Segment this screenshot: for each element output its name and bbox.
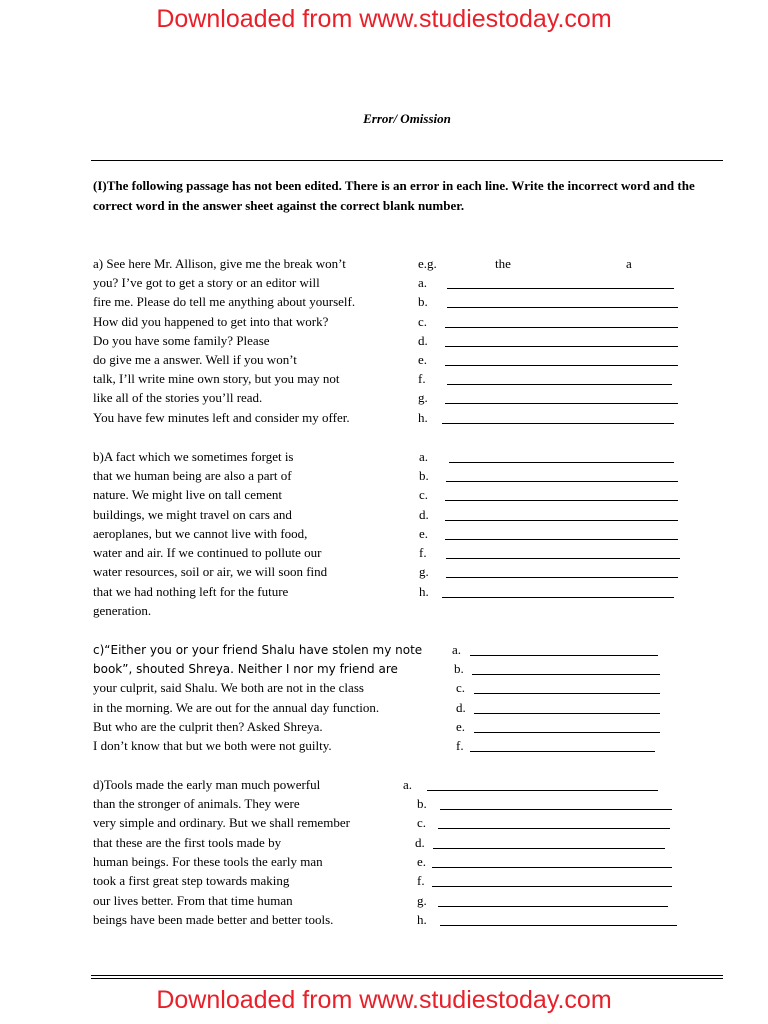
answer-blank[interactable] xyxy=(474,693,660,694)
answer-blank[interactable] xyxy=(446,577,678,578)
blank-label: f. xyxy=(418,371,426,386)
blank-label: c. xyxy=(418,314,428,329)
passage-line: But who are the culprit then? Asked Shreya. xyxy=(93,719,323,734)
answer-blank[interactable] xyxy=(472,674,660,675)
answer-blank[interactable] xyxy=(440,925,677,926)
instructions: (I)The following passage has not been edited. There is an error in each line. Write the incorrect word and the correct word in the answer sheet against the correct blank number. xyxy=(93,178,695,213)
passage-line: that we had nothing left for the future xyxy=(93,584,289,599)
passage-line: nature. We might live on tall cement xyxy=(93,487,282,502)
passage-line: took a first great step towards making xyxy=(93,873,290,888)
passage-line: c)“Either you or your friend Shalu have stolen my note xyxy=(93,643,423,657)
answer-blank[interactable] xyxy=(440,809,672,810)
blank-label: c. xyxy=(419,487,429,502)
passage-line: that we human being are also a part of xyxy=(93,468,292,483)
blank-label: a. xyxy=(419,449,429,464)
blank-label: f. xyxy=(456,738,464,753)
answer-blank[interactable] xyxy=(446,558,680,559)
answer-blank[interactable] xyxy=(470,751,655,752)
blank-label: g. xyxy=(418,390,428,405)
passage-line: than the stronger of animals. They were xyxy=(93,796,300,811)
example-incorrect: the xyxy=(495,256,511,271)
passage-line: do give me a answer. Well if you won’t xyxy=(93,352,297,367)
blank-label: d. xyxy=(418,333,428,348)
answer-blank[interactable] xyxy=(432,867,672,868)
answer-blank[interactable] xyxy=(432,886,672,887)
blank-label: d. xyxy=(456,700,466,715)
divider-bottom-double xyxy=(91,978,723,979)
answer-blank[interactable] xyxy=(433,848,665,849)
blank-label: b. xyxy=(454,661,464,676)
passage-line: b)A fact which we sometimes forget is xyxy=(93,449,294,464)
answer-blank[interactable] xyxy=(474,732,660,733)
passage-line: like all of the stories you’ll read. xyxy=(93,390,263,405)
answer-blank[interactable] xyxy=(438,828,670,829)
passage-line: aeroplanes, but we cannot live with food, xyxy=(93,526,308,541)
passage-line: very simple and ordinary. But we shall remember xyxy=(93,815,350,830)
watermark-top: Downloaded from www.studiestoday.com xyxy=(156,5,612,33)
passage-line: beings have been made better and better tools. xyxy=(93,912,334,927)
answer-blank[interactable] xyxy=(445,346,678,347)
passage-line: talk, I’ll write mine own story, but you may not xyxy=(93,371,340,386)
blank-label: c. xyxy=(456,680,466,695)
blank-label: h. xyxy=(418,410,428,425)
blank-label: a. xyxy=(403,777,413,792)
answer-blank[interactable] xyxy=(427,790,658,791)
answer-blank[interactable] xyxy=(474,713,660,714)
passage-line: human beings. For these tools the early man xyxy=(93,854,323,869)
divider-top xyxy=(91,160,723,161)
passage-line: fire me. Please do tell me anything about yourself. xyxy=(93,294,356,309)
blank-label: a. xyxy=(452,642,462,657)
blank-label: d. xyxy=(415,835,425,850)
passage-line: water and air. If we continued to pollute our xyxy=(93,545,322,560)
blank-label: b. xyxy=(419,468,429,483)
blank-label: b. xyxy=(417,796,427,811)
blank-label: e. xyxy=(419,526,429,541)
blank-label: h. xyxy=(417,912,427,927)
passage-line: How did you happened to get into that work? xyxy=(93,314,329,329)
answer-blank[interactable] xyxy=(442,597,674,598)
answer-blank[interactable] xyxy=(449,462,674,463)
blank-label: g. xyxy=(417,893,427,908)
blank-label: e. xyxy=(456,719,466,734)
blank-label: e. xyxy=(417,854,427,869)
answer-blank[interactable] xyxy=(442,423,674,424)
answer-blank[interactable] xyxy=(447,288,674,289)
blank-label: d. xyxy=(419,507,429,522)
passage-line: d)Tools made the early man much powerful xyxy=(93,777,321,792)
answer-blank[interactable] xyxy=(445,500,678,501)
passage-line: You have few minutes left and consider my offer. xyxy=(93,410,350,425)
blank-label: g. xyxy=(419,564,429,579)
example-correct: a xyxy=(626,256,632,271)
passage-line: generation. xyxy=(93,603,152,618)
blank-label: f. xyxy=(419,545,427,560)
divider-bottom xyxy=(91,975,723,976)
answer-blank[interactable] xyxy=(445,520,678,521)
blank-label: b. xyxy=(418,294,428,309)
blank-label: f. xyxy=(417,873,425,888)
answer-blank[interactable] xyxy=(445,539,678,540)
passage-line: our lives better. From that time human xyxy=(93,893,293,908)
passage-line: your culprit, said Shalu. We both are not in the class xyxy=(93,680,364,695)
page-title: Error/ Omission xyxy=(363,111,451,126)
answer-blank[interactable] xyxy=(447,307,678,308)
watermark-bottom: Downloaded from www.studiestoday.com xyxy=(156,986,612,1014)
answer-blank[interactable] xyxy=(438,906,668,907)
passage-line: in the morning. We are out for the annual day function. xyxy=(93,700,380,715)
passage-line: water resources, soil or air, we will soon find xyxy=(93,564,328,579)
answer-blank[interactable] xyxy=(445,403,678,404)
blank-label: h. xyxy=(419,584,429,599)
blank-label: e. xyxy=(418,352,428,367)
answer-blank[interactable] xyxy=(447,384,672,385)
passage-line: buildings, we might travel on cars and xyxy=(93,507,292,522)
passage-line: you? I’ve got to get a story or an editor will xyxy=(93,275,320,290)
answer-blank[interactable] xyxy=(445,365,678,366)
passage-line: Do you have some family? Please xyxy=(93,333,270,348)
answer-blank[interactable] xyxy=(445,327,678,328)
passage-line: I don’t know that but we both were not guilty. xyxy=(93,738,332,753)
answer-blank[interactable] xyxy=(446,481,678,482)
passage-line: a) See here Mr. Allison, give me the break won’t xyxy=(93,256,346,271)
blank-label: a. xyxy=(418,275,428,290)
answer-blank[interactable] xyxy=(470,655,658,656)
blank-label: c. xyxy=(417,815,427,830)
passage-line: book”, shouted Shreya. Neither I nor my friend are xyxy=(93,662,398,676)
passage-line: that these are the first tools made by xyxy=(93,835,282,850)
example-label: e.g. xyxy=(418,256,437,271)
